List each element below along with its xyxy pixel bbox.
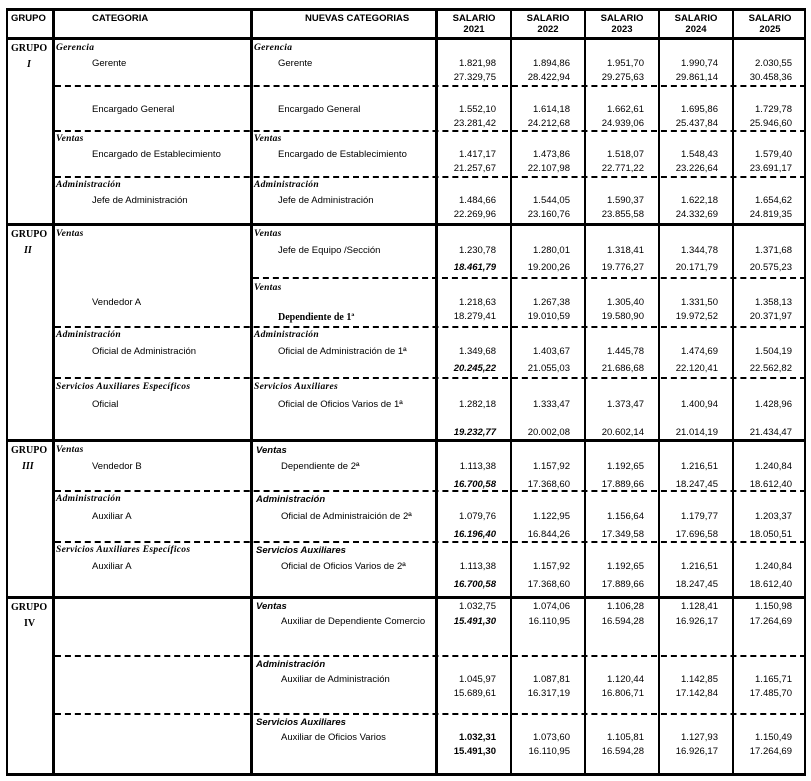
group-roman: III bbox=[22, 461, 34, 472]
monthly-2024: 1.216,51 bbox=[681, 461, 718, 472]
annual-2025: 17.485,70 bbox=[749, 688, 792, 699]
category-name: Auxiliar A bbox=[92, 511, 132, 522]
monthly-2021: 1.230,78 bbox=[459, 245, 496, 256]
row-separator bbox=[55, 377, 806, 379]
monthly-2022: 1.403,67 bbox=[533, 346, 570, 357]
col-divider bbox=[250, 8, 253, 776]
annual-2023: 16.806,71 bbox=[601, 688, 644, 699]
monthly-2024: 1.622,18 bbox=[681, 195, 718, 206]
monthly-2021: 1.032,75 bbox=[459, 601, 496, 612]
annual-2022: 16.317,19 bbox=[527, 688, 570, 699]
new-category-name: Dependiente de 1ª bbox=[278, 312, 355, 323]
annual-2025: 17.264,69 bbox=[749, 616, 792, 627]
annual-2022: 16.110,95 bbox=[528, 746, 570, 757]
new-category-name: Gerente bbox=[278, 58, 313, 69]
monthly-2023: 1.951,70 bbox=[607, 58, 644, 69]
monthly-2023: 1.120,44 bbox=[607, 674, 644, 685]
annual-2024: 18.247,45 bbox=[675, 479, 718, 490]
monthly-2023: 1.192,65 bbox=[607, 461, 644, 472]
annual-2021: 15.491,30 bbox=[453, 746, 496, 757]
new-category-section: Ventas bbox=[256, 601, 287, 612]
monthly-2025: 1.358,13 bbox=[755, 297, 792, 308]
monthly-2024: 1.142,85 bbox=[681, 674, 718, 685]
monthly-2023: 1.318,41 bbox=[607, 245, 644, 256]
annual-2025: 22.562,82 bbox=[749, 363, 792, 374]
new-category-section: Ventas bbox=[254, 283, 282, 293]
monthly-2024: 1.695,86 bbox=[681, 104, 718, 115]
group-roman: I bbox=[27, 59, 31, 70]
new-category-name: Encargado General bbox=[278, 104, 361, 115]
monthly-2022: 1.122,95 bbox=[533, 511, 570, 522]
new-category-section: Ventas bbox=[254, 229, 282, 239]
monthly-2024: 1.179,77 bbox=[681, 511, 718, 522]
new-category-section: Administración bbox=[256, 494, 326, 505]
category-name: Gerente bbox=[92, 58, 127, 69]
category-section: Servicios Auxiliares Específicos bbox=[56, 545, 191, 555]
annual-2023: 29.275,63 bbox=[601, 72, 644, 83]
row-separator bbox=[55, 176, 806, 178]
monthly-2025: 1.240,84 bbox=[755, 561, 792, 572]
header-categoria: CATEGORIA bbox=[92, 13, 149, 24]
header-rule bbox=[6, 37, 806, 40]
monthly-2023: 1.105,81 bbox=[607, 732, 644, 743]
col-divider bbox=[658, 8, 660, 776]
annual-2024: 24.332,69 bbox=[675, 209, 718, 220]
row-separator bbox=[55, 326, 806, 328]
annual-2021: 15.491,30 bbox=[453, 616, 496, 627]
col-divider bbox=[52, 8, 55, 776]
category-section: Administración bbox=[56, 180, 121, 190]
group-rule bbox=[6, 439, 806, 442]
row-separator bbox=[55, 713, 806, 715]
annual-2021: 23.281,42 bbox=[453, 118, 496, 129]
monthly-2023: 1.192,65 bbox=[607, 561, 644, 572]
row-separator bbox=[55, 655, 806, 657]
annual-2024: 25.437,84 bbox=[675, 118, 718, 129]
header-salario-2024: SALARIO 2024 bbox=[674, 13, 718, 35]
monthly-2025: 2.030,55 bbox=[755, 58, 792, 69]
monthly-2022: 1.074,06 bbox=[533, 601, 570, 612]
annual-2024: 21.014,19 bbox=[675, 427, 718, 438]
new-category-section: Servicios Auxiliares bbox=[256, 545, 346, 556]
monthly-2024: 1.216,51 bbox=[681, 561, 718, 572]
monthly-2025: 1.729,78 bbox=[755, 104, 792, 115]
monthly-2021: 1.113,38 bbox=[459, 561, 496, 572]
monthly-2025: 1.654,62 bbox=[755, 195, 792, 206]
monthly-2025: 1.579,40 bbox=[755, 149, 792, 160]
monthly-2025: 1.428,96 bbox=[755, 399, 792, 410]
annual-2021: 19.232,77 bbox=[453, 427, 496, 438]
group-roman: II bbox=[24, 245, 32, 256]
new-category-name: Jefe de Administración bbox=[278, 195, 374, 206]
annual-2024: 20.171,79 bbox=[675, 262, 718, 273]
annual-2025: 17.264,69 bbox=[749, 746, 792, 757]
category-name: Encargado General bbox=[92, 104, 175, 115]
new-category-section: Gerencia bbox=[254, 43, 293, 53]
monthly-2022: 1.157,92 bbox=[533, 461, 570, 472]
monthly-2021: 1.282,18 bbox=[459, 399, 496, 410]
annual-2024: 23.226,64 bbox=[675, 163, 718, 174]
new-category-section: Administración bbox=[254, 330, 319, 340]
monthly-2025: 1.203,37 bbox=[755, 511, 792, 522]
monthly-2022: 1.267,38 bbox=[533, 297, 570, 308]
annual-2024: 22.120,41 bbox=[675, 363, 718, 374]
annual-2023: 17.889,66 bbox=[601, 579, 644, 590]
monthly-2022: 1.280,01 bbox=[533, 245, 570, 256]
category-section: Ventas bbox=[56, 134, 84, 144]
annual-2022: 20.002,08 bbox=[527, 427, 570, 438]
annual-2023: 17.349,58 bbox=[601, 529, 644, 540]
monthly-2023: 1.518,07 bbox=[607, 149, 644, 160]
monthly-2021: 1.349,68 bbox=[459, 346, 496, 357]
annual-2021: 18.461,79 bbox=[453, 262, 496, 273]
col-divider bbox=[435, 8, 438, 776]
annual-2022: 19.200,26 bbox=[527, 262, 570, 273]
monthly-2022: 1.073,60 bbox=[533, 732, 570, 743]
new-category-name: Encargado de Establecimiento bbox=[278, 149, 407, 160]
header-salario-2021: SALARIO 2021 bbox=[452, 13, 496, 35]
row-separator bbox=[55, 130, 806, 132]
new-category-name: Oficial de Administraición de 2ª bbox=[281, 511, 412, 522]
monthly-2024: 1.990,74 bbox=[681, 58, 718, 69]
category-name: Oficial de Administración bbox=[92, 346, 197, 357]
new-category-section: Administración bbox=[254, 180, 319, 190]
monthly-2023: 1.106,28 bbox=[607, 601, 644, 612]
row-separator bbox=[55, 541, 806, 543]
annual-2022: 16.844,26 bbox=[527, 529, 570, 540]
annual-2023: 19.776,27 bbox=[601, 262, 644, 273]
annual-2024: 16.926,17 bbox=[675, 746, 718, 757]
group-rule bbox=[6, 223, 806, 226]
annual-2022: 17.368,60 bbox=[527, 479, 570, 490]
annual-2023: 16.594,28 bbox=[601, 616, 644, 627]
annual-2022: 22.107,98 bbox=[527, 163, 570, 174]
new-category-section: Ventas bbox=[256, 445, 287, 456]
monthly-2021: 1.079,76 bbox=[459, 511, 496, 522]
annual-2025: 30.458,36 bbox=[749, 72, 792, 83]
monthly-2024: 1.548,43 bbox=[681, 149, 718, 160]
group-label: GRUPO bbox=[11, 602, 48, 613]
header-grupo: GRUPO bbox=[11, 13, 46, 24]
annual-2021: 27.329,75 bbox=[453, 72, 496, 83]
category-section: Ventas bbox=[56, 229, 84, 239]
new-category-section: Servicios Auxiliares bbox=[256, 717, 346, 728]
monthly-2021: 1.417,17 bbox=[459, 149, 496, 160]
annual-2021: 22.269,96 bbox=[453, 209, 496, 220]
category-section: Administración bbox=[56, 494, 121, 504]
monthly-2024: 1.400,94 bbox=[681, 399, 718, 410]
annual-2024: 29.861,14 bbox=[675, 72, 718, 83]
category-section: Administración bbox=[56, 330, 121, 340]
monthly-2022: 1.333,47 bbox=[533, 399, 570, 410]
annual-2023: 22.771,22 bbox=[601, 163, 644, 174]
new-category-section: Administración bbox=[256, 659, 326, 670]
annual-2023: 16.594,28 bbox=[601, 746, 644, 757]
annual-2022: 28.422,94 bbox=[527, 72, 570, 83]
monthly-2021: 1.113,38 bbox=[459, 461, 496, 472]
monthly-2021: 1.552,10 bbox=[459, 104, 496, 115]
header-nuevas-categorias: NUEVAS CATEGORIAS bbox=[305, 13, 410, 24]
monthly-2023: 1.590,37 bbox=[607, 195, 644, 206]
annual-2021: 18.279,41 bbox=[453, 311, 496, 322]
new-category-name: Auxiliar de Administración bbox=[281, 674, 390, 685]
monthly-2024: 1.127,93 bbox=[681, 732, 718, 743]
category-name: Vendedor A bbox=[92, 297, 142, 308]
category-section: Ventas bbox=[56, 445, 84, 455]
new-category-name: Auxiliar de Dependiente Comercio bbox=[281, 616, 426, 627]
monthly-2021: 1.045,97 bbox=[459, 674, 496, 685]
group-label: GRUPO bbox=[11, 445, 48, 456]
annual-2025: 20.575,23 bbox=[749, 262, 792, 273]
monthly-2024: 1.344,78 bbox=[681, 245, 718, 256]
monthly-2022: 1.544,05 bbox=[533, 195, 570, 206]
category-name: Oficial bbox=[92, 399, 119, 410]
new-category-section: Ventas bbox=[254, 134, 282, 144]
col-divider bbox=[510, 8, 512, 776]
monthly-2021: 1.032,31 bbox=[459, 732, 496, 743]
monthly-2022: 1.157,92 bbox=[533, 561, 570, 572]
annual-2025: 18.612,40 bbox=[749, 579, 792, 590]
new-category-name: Oficial de Administración de 1ª bbox=[278, 346, 407, 357]
annual-2023: 17.889,66 bbox=[601, 479, 644, 490]
monthly-2024: 1.331,50 bbox=[681, 297, 718, 308]
annual-2024: 16.926,17 bbox=[675, 616, 718, 627]
annual-2025: 23.691,17 bbox=[749, 163, 792, 174]
group-label: GRUPO bbox=[11, 229, 48, 240]
annual-2021: 16.700,58 bbox=[453, 479, 496, 490]
monthly-2023: 1.445,78 bbox=[607, 346, 644, 357]
annual-2021: 20.245,22 bbox=[453, 363, 496, 374]
row-separator bbox=[253, 277, 806, 279]
annual-2022: 19.010,59 bbox=[527, 311, 570, 322]
col-divider bbox=[732, 8, 734, 776]
monthly-2022: 1.614,18 bbox=[533, 104, 570, 115]
header-salario-2023: SALARIO 2023 bbox=[600, 13, 644, 35]
monthly-2023: 1.305,40 bbox=[607, 297, 644, 308]
row-separator bbox=[55, 85, 806, 87]
monthly-2024: 1.128,41 bbox=[681, 601, 718, 612]
category-name: Jefe de Administración bbox=[92, 195, 188, 206]
annual-2024: 19.972,52 bbox=[675, 311, 718, 322]
group-rule bbox=[6, 596, 806, 599]
annual-2022: 24.212,68 bbox=[527, 118, 570, 129]
category-name: Encargado de Establecimiento bbox=[92, 149, 221, 160]
new-category-name: Jefe de Equipo /Sección bbox=[278, 245, 381, 256]
annual-2022: 17.368,60 bbox=[527, 579, 570, 590]
new-category-name: Oficial de Oficios Varios de 1ª bbox=[278, 399, 403, 410]
row-separator bbox=[55, 490, 806, 492]
monthly-2025: 1.165,71 bbox=[755, 674, 792, 685]
annual-2023: 19.580,90 bbox=[601, 311, 644, 322]
annual-2021: 21.257,67 bbox=[453, 163, 496, 174]
annual-2024: 17.696,58 bbox=[675, 529, 718, 540]
annual-2021: 16.196,40 bbox=[453, 529, 496, 540]
annual-2025: 18.050,51 bbox=[749, 529, 792, 540]
new-category-section: Servicios Auxiliares bbox=[254, 382, 339, 392]
category-name: Auxiliar A bbox=[92, 561, 132, 572]
group-roman: IV bbox=[24, 618, 36, 629]
monthly-2025: 1.150,98 bbox=[755, 601, 792, 612]
header-salario-2025: SALARIO 2025 bbox=[748, 13, 792, 35]
annual-2024: 18.247,45 bbox=[675, 579, 718, 590]
annual-2022: 16.110,95 bbox=[528, 616, 570, 627]
annual-2023: 23.855,58 bbox=[601, 209, 644, 220]
monthly-2021: 1.484,66 bbox=[459, 195, 496, 206]
monthly-2021: 1.218,63 bbox=[459, 297, 496, 308]
annual-2021: 15.689,61 bbox=[453, 688, 496, 699]
annual-2023: 24.939,06 bbox=[601, 118, 644, 129]
new-category-name: Dependiente de 2ª bbox=[281, 461, 360, 472]
category-section: Servicios Auxiliares Específicos bbox=[56, 382, 191, 392]
monthly-2025: 1.240,84 bbox=[755, 461, 792, 472]
monthly-2023: 1.373,47 bbox=[607, 399, 644, 410]
header-salario-2022: SALARIO 2022 bbox=[526, 13, 570, 35]
annual-2021: 16.700,58 bbox=[453, 579, 496, 590]
new-category-name: Oficial de Oficios Varios de 2ª bbox=[281, 561, 406, 572]
annual-2023: 21.686,68 bbox=[601, 363, 644, 374]
monthly-2021: 1.821,98 bbox=[459, 58, 496, 69]
monthly-2022: 1.894,86 bbox=[533, 58, 570, 69]
group-label: GRUPO bbox=[11, 43, 48, 54]
annual-2022: 21.055,03 bbox=[527, 363, 570, 374]
annual-2024: 17.142,84 bbox=[675, 688, 718, 699]
annual-2022: 23.160,76 bbox=[527, 209, 570, 220]
new-category-name: Auxiliar de Oficios Varios bbox=[281, 732, 386, 743]
annual-2025: 24.819,35 bbox=[749, 209, 792, 220]
col-divider bbox=[584, 8, 586, 776]
monthly-2022: 1.087,81 bbox=[533, 674, 570, 685]
annual-2025: 25.946,60 bbox=[749, 118, 792, 129]
annual-2025: 18.612,40 bbox=[749, 479, 792, 490]
annual-2023: 20.602,14 bbox=[601, 427, 644, 438]
monthly-2022: 1.473,86 bbox=[533, 149, 570, 160]
category-section: Gerencia bbox=[56, 43, 95, 53]
monthly-2025: 1.504,19 bbox=[755, 346, 792, 357]
monthly-2025: 1.371,68 bbox=[755, 245, 792, 256]
annual-2025: 20.371,97 bbox=[749, 311, 792, 322]
monthly-2023: 1.156,64 bbox=[607, 511, 644, 522]
monthly-2023: 1.662,61 bbox=[607, 104, 644, 115]
monthly-2024: 1.474,69 bbox=[681, 346, 718, 357]
annual-2025: 21.434,47 bbox=[749, 427, 792, 438]
monthly-2025: 1.150,49 bbox=[755, 732, 792, 743]
category-name: Vendedor B bbox=[92, 461, 142, 472]
